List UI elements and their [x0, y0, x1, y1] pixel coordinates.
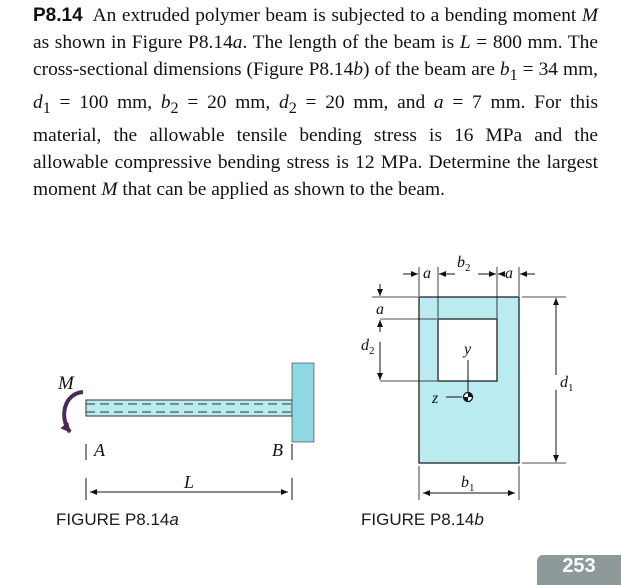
figure-b-caption: FIGURE P8.14b: [361, 510, 484, 529]
figure-a: [57, 363, 314, 500]
axis-z-label: z: [432, 390, 439, 407]
dim-b1: $b_1$: [461, 474, 475, 494]
dim-b2: $b_2$: [457, 254, 471, 274]
page-number-badge: 253: [537, 555, 621, 585]
dim-a-right: a: [505, 265, 513, 282]
moment-arrow-icon: [64, 392, 83, 432]
support-a-label: A: [94, 440, 105, 460]
figure-b: [361, 254, 574, 500]
dim-d1: $d_1$: [560, 374, 574, 394]
problem-number: P8.14: [33, 5, 83, 26]
support-b-label: B: [272, 440, 283, 460]
length-label: L: [184, 472, 195, 492]
axis-y-label: y: [464, 341, 472, 358]
fixed-wall: [292, 363, 314, 442]
problem-statement: P8.14 An extruded polymer beam is subjected to a bending moment M as shown in Figure P8.14a. The length of the beam is L = 800 mm. The cross-sectional dimensions (Figure P8.14b) of the beam are $b_1 = 34$ mm, $d_1 = 100$ mm, $b_2 = 20$ mm, $d_2 = 20$ mm, and a = 7 mm. For this material, the allowable tensile bending stress is 16 MPa and the allowable compressive bending stress is 12 MPa. Determine the largest moment M that can be applied as shown to the beam.: [33, 5, 598, 200]
dim-d2: $d_2$: [361, 337, 375, 357]
figure-a-caption: FIGURE P8.14a: [56, 510, 179, 529]
dim-a-left: a: [423, 265, 431, 282]
moment-label: M: [58, 373, 74, 394]
beam-body: [86, 400, 292, 416]
dim-a-vertical: a: [376, 301, 384, 318]
